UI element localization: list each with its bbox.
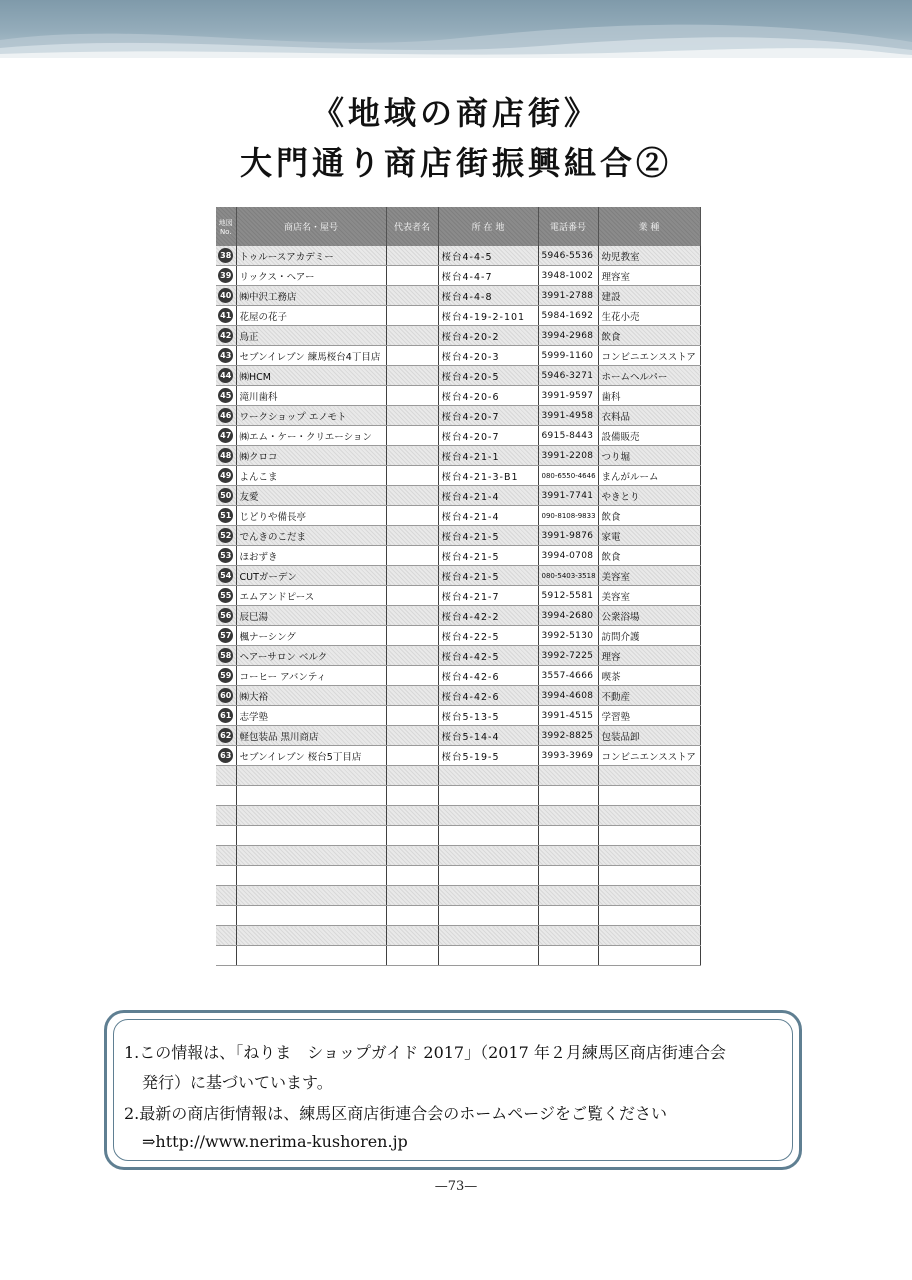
- empty-table-row: [216, 806, 700, 826]
- cell-name: でんきのこだま: [236, 526, 386, 546]
- empty-cell: [538, 946, 598, 966]
- cell-map-no: [216, 486, 236, 506]
- empty-cell: [438, 806, 538, 826]
- cell-map-no: [216, 746, 236, 766]
- cell-biz: やきとり: [598, 486, 700, 506]
- cell-name: 軽包装品 黒川商店: [236, 726, 386, 746]
- table-row: [216, 726, 700, 746]
- cell-rep: [386, 626, 438, 646]
- cell-phone: 3994-4608: [538, 686, 598, 706]
- cell-map-no: [216, 406, 236, 426]
- empty-table-row: [216, 846, 700, 866]
- map-number-badge: 58: [218, 648, 233, 663]
- cell-name: ㈱中沢工務店: [236, 286, 386, 306]
- cell-phone: 3991-7741: [538, 486, 598, 506]
- col-header-shop-name: 商店名・屋号: [236, 207, 386, 246]
- empty-cell: [216, 826, 236, 846]
- cell-name: ㈱大裕: [236, 686, 386, 706]
- cell-phone: 5999-1160: [538, 346, 598, 366]
- cell-addr: 桜台5-14-4: [438, 726, 538, 746]
- empty-table-row: [216, 826, 700, 846]
- cell-phone: 3992-7225: [538, 646, 598, 666]
- cell-map-no: [216, 326, 236, 346]
- cell-name: ㈱クロコ: [236, 446, 386, 466]
- empty-cell: [438, 866, 538, 886]
- cell-addr: 桜台4-19-2-101: [438, 306, 538, 326]
- cell-map-no: [216, 286, 236, 306]
- cell-rep: [386, 486, 438, 506]
- empty-cell: [236, 786, 386, 806]
- cell-biz: 飲食: [598, 326, 700, 346]
- cell-phone: 3991-9876: [538, 526, 598, 546]
- cell-biz: つり堀: [598, 446, 700, 466]
- table-row: [216, 666, 700, 686]
- cell-addr: 桜台4-21-5: [438, 566, 538, 586]
- table-row: [216, 526, 700, 546]
- empty-table-row: [216, 786, 700, 806]
- map-number-badge: 62: [218, 728, 233, 743]
- cell-addr: 桜台4-20-7: [438, 426, 538, 446]
- cell-name: コーヒー アバンティ: [236, 666, 386, 686]
- empty-cell: [438, 846, 538, 866]
- empty-table-row: [216, 886, 700, 906]
- map-number-badge: 59: [218, 668, 233, 683]
- cell-addr: 桜台4-42-5: [438, 646, 538, 666]
- cell-name: ㈱HCM: [236, 366, 386, 386]
- col-header-business-type: 業 種: [598, 207, 700, 246]
- cell-map-no: [216, 366, 236, 386]
- cell-phone: 5946-3271: [538, 366, 598, 386]
- table-row: [216, 646, 700, 666]
- cell-addr: 桜台4-21-4: [438, 506, 538, 526]
- empty-table-row: [216, 926, 700, 946]
- cell-map-no: [216, 546, 236, 566]
- map-number-badge: 49: [218, 468, 233, 483]
- cell-biz: コンビニエンスストア: [598, 346, 700, 366]
- empty-cell: [386, 886, 438, 906]
- map-number-badge: 44: [218, 368, 233, 383]
- note-line-4-url: ⇒http://www.nerima-kushoren.jp: [142, 1132, 408, 1151]
- cell-name: セブンイレブン 練馬桜台4丁目店: [236, 346, 386, 366]
- cell-phone: 6915-8443: [538, 426, 598, 446]
- cell-name: ワークショップ エノモト: [236, 406, 386, 426]
- cell-addr: 桜台4-20-2: [438, 326, 538, 346]
- cell-name: ヘアーサロン ベルク: [236, 646, 386, 666]
- table-row: [216, 326, 700, 346]
- cell-name: エムアンドピース: [236, 586, 386, 606]
- cell-phone: 5912-5581: [538, 586, 598, 606]
- cell-biz: 包装品卸: [598, 726, 700, 746]
- empty-cell: [236, 826, 386, 846]
- cell-rep: [386, 446, 438, 466]
- cell-phone: 3994-0708: [538, 546, 598, 566]
- cell-biz: まんがルーム: [598, 466, 700, 486]
- empty-cell: [538, 906, 598, 926]
- cell-map-no: [216, 626, 236, 646]
- cell-rep: [386, 366, 438, 386]
- cell-biz: 訪問介護: [598, 626, 700, 646]
- map-number-badge: 51: [218, 508, 233, 523]
- empty-cell: [386, 786, 438, 806]
- empty-cell: [216, 866, 236, 886]
- map-number-badge: 50: [218, 488, 233, 503]
- cell-addr: 桜台4-42-2: [438, 606, 538, 626]
- empty-cell: [216, 766, 236, 786]
- table-row: [216, 346, 700, 366]
- cell-map-no: [216, 466, 236, 486]
- cell-name: じどりや備長亭: [236, 506, 386, 526]
- empty-cell: [438, 886, 538, 906]
- empty-cell: [216, 846, 236, 866]
- map-number-badge: 54: [218, 568, 233, 583]
- page-title: 大門通り商店街振興組合②: [239, 144, 672, 182]
- cell-map-no: [216, 566, 236, 586]
- cell-biz: 家電: [598, 526, 700, 546]
- cell-name: 楓ナーシング: [236, 626, 386, 646]
- cell-name: 友愛: [236, 486, 386, 506]
- empty-cell: [538, 806, 598, 826]
- empty-table-row: [216, 766, 700, 786]
- cell-biz: 理容室: [598, 266, 700, 286]
- cell-phone: 3992-5130: [538, 626, 598, 646]
- cell-biz: 歯科: [598, 386, 700, 406]
- note-line-1: 1.この情報は、「ねりま ショップガイド 2017」（2017 年２月練馬区商店街連合会: [124, 1043, 726, 1062]
- cell-phone: 3991-9597: [538, 386, 598, 406]
- empty-cell: [598, 846, 700, 866]
- map-number-badge: 56: [218, 608, 233, 623]
- table-row: [216, 366, 700, 386]
- shop-table-scan: [216, 207, 700, 989]
- cell-map-no: [216, 706, 236, 726]
- cell-biz: 衣料品: [598, 406, 700, 426]
- map-number-badge: 40: [218, 288, 233, 303]
- cell-biz: 不動産: [598, 686, 700, 706]
- table-row: [216, 386, 700, 406]
- table-row: [216, 586, 700, 606]
- cell-phone: 3991-2788: [538, 286, 598, 306]
- empty-table-row: [216, 906, 700, 926]
- cell-rep: [386, 706, 438, 726]
- col-header-map-no: 地図No.: [216, 207, 236, 246]
- cell-rep: [386, 726, 438, 746]
- cell-biz: 飲食: [598, 546, 700, 566]
- cell-rep: [386, 566, 438, 586]
- empty-cell: [216, 786, 236, 806]
- note-line-2: 発行）に基づいています。: [142, 1073, 333, 1092]
- empty-cell: [386, 866, 438, 886]
- cell-addr: 桜台4-21-1: [438, 446, 538, 466]
- cell-addr: 桜台5-19-5: [438, 746, 538, 766]
- cell-name: リックス・ヘアー: [236, 266, 386, 286]
- cell-rep: [386, 686, 438, 706]
- cell-phone: 080-6550-4646: [538, 466, 598, 486]
- table-row: [216, 246, 700, 266]
- cell-rep: [386, 666, 438, 686]
- cell-phone: 3994-2968: [538, 326, 598, 346]
- empty-cell: [236, 946, 386, 966]
- cell-rep: [386, 586, 438, 606]
- cell-map-no: [216, 606, 236, 626]
- empty-cell: [438, 786, 538, 806]
- empty-cell: [386, 806, 438, 826]
- col-header-address: 所 在 地: [438, 207, 538, 246]
- cell-addr: 桜台4-21-5: [438, 526, 538, 546]
- cell-rep: [386, 466, 438, 486]
- empty-cell: [438, 826, 538, 846]
- cell-rep: [386, 526, 438, 546]
- cell-map-no: [216, 346, 236, 366]
- cell-map-no: [216, 586, 236, 606]
- cell-biz: 学習塾: [598, 706, 700, 726]
- cell-addr: 桜台4-21-5: [438, 546, 538, 566]
- cell-addr: 桜台4-21-3-B1: [438, 466, 538, 486]
- table-row: [216, 486, 700, 506]
- cell-biz: 美容室: [598, 566, 700, 586]
- empty-cell: [236, 926, 386, 946]
- cell-addr: 桜台4-20-5: [438, 366, 538, 386]
- empty-cell: [538, 886, 598, 906]
- empty-cell: [386, 826, 438, 846]
- table-row: [216, 426, 700, 446]
- empty-cell: [386, 926, 438, 946]
- cell-phone: 080-5403-3518: [538, 566, 598, 586]
- cell-phone: 3994-2680: [538, 606, 598, 626]
- cell-biz: 理容: [598, 646, 700, 666]
- table-row: [216, 566, 700, 586]
- empty-cell: [386, 766, 438, 786]
- map-number-badge: 38: [218, 248, 233, 263]
- cell-phone: 3992-8825: [538, 726, 598, 746]
- empty-cell: [598, 766, 700, 786]
- table-row: [216, 266, 700, 286]
- table-row: [216, 626, 700, 646]
- cell-phone: 3557-4666: [538, 666, 598, 686]
- map-number-badge: 52: [218, 528, 233, 543]
- cell-map-no: [216, 726, 236, 746]
- empty-cell: [538, 786, 598, 806]
- cell-rep: [386, 246, 438, 266]
- empty-cell: [438, 906, 538, 926]
- empty-cell: [538, 866, 598, 886]
- cell-map-no: [216, 426, 236, 446]
- cell-biz: 飲食: [598, 506, 700, 526]
- map-number-badge: 57: [218, 628, 233, 643]
- map-number-badge: 45: [218, 388, 233, 403]
- map-number-badge: 61: [218, 708, 233, 723]
- cell-name: ㈱エム・ケー・クリエーション: [236, 426, 386, 446]
- empty-cell: [236, 846, 386, 866]
- empty-cell: [236, 866, 386, 886]
- cell-phone: 3993-3969: [538, 746, 598, 766]
- cell-name: 滝川歯科: [236, 386, 386, 406]
- cell-addr: 桜台5-13-5: [438, 706, 538, 726]
- cell-rep: [386, 746, 438, 766]
- empty-table-row: [216, 866, 700, 886]
- cell-addr: 桜台4-21-7: [438, 586, 538, 606]
- cell-name: トゥルースアカデミー: [236, 246, 386, 266]
- cell-map-no: [216, 386, 236, 406]
- empty-cell: [598, 866, 700, 886]
- cell-addr: 桜台4-20-6: [438, 386, 538, 406]
- cell-map-no: [216, 266, 236, 286]
- cell-phone: 5984-1692: [538, 306, 598, 326]
- empty-cell: [438, 946, 538, 966]
- empty-cell: [216, 906, 236, 926]
- note-line-3: 2.最新の商店街情報は、練馬区商店街連合会のホームページをご覧ください: [124, 1104, 667, 1123]
- cell-addr: 桜台4-4-5: [438, 246, 538, 266]
- empty-cell: [386, 946, 438, 966]
- cell-rep: [386, 606, 438, 626]
- cell-name: 花屋の花子: [236, 306, 386, 326]
- cell-rep: [386, 326, 438, 346]
- page-number: —73—: [434, 1179, 478, 1194]
- cell-phone: 3991-4958: [538, 406, 598, 426]
- map-number-badge: 53: [218, 548, 233, 563]
- table-row: [216, 406, 700, 426]
- cell-biz: コンビニエンスストア: [598, 746, 700, 766]
- empty-cell: [216, 886, 236, 906]
- cell-addr: 桜台4-20-3: [438, 346, 538, 366]
- empty-cell: [236, 766, 386, 786]
- cell-name: よんこま: [236, 466, 386, 486]
- empty-cell: [236, 806, 386, 826]
- col-header-representative: 代表者名: [386, 207, 438, 246]
- cell-name: CUTガーデン: [236, 566, 386, 586]
- map-number-badge: 42: [218, 328, 233, 343]
- cell-biz: 生花小売: [598, 306, 700, 326]
- cell-rep: [386, 306, 438, 326]
- cell-rep: [386, 506, 438, 526]
- cell-rep: [386, 546, 438, 566]
- table-header-row: [216, 207, 700, 246]
- cell-map-no: [216, 306, 236, 326]
- map-number-badge: 55: [218, 588, 233, 603]
- shop-table: [216, 207, 701, 966]
- empty-cell: [236, 906, 386, 926]
- table-row: [216, 746, 700, 766]
- table-row: [216, 606, 700, 626]
- table-row: [216, 686, 700, 706]
- empty-cell: [386, 906, 438, 926]
- map-number-badge: 43: [218, 348, 233, 363]
- empty-cell: [598, 886, 700, 906]
- map-number-badge: 48: [218, 448, 233, 463]
- empty-cell: [386, 846, 438, 866]
- map-number-badge: 46: [218, 408, 233, 423]
- cell-biz: 美容室: [598, 586, 700, 606]
- cell-addr: 桜台4-20-7: [438, 406, 538, 426]
- cell-rep: [386, 346, 438, 366]
- cell-biz: 喫茶: [598, 666, 700, 686]
- wave-decoration: [0, 0, 912, 58]
- cell-rep: [386, 286, 438, 306]
- cell-biz: 建設: [598, 286, 700, 306]
- cell-rep: [386, 386, 438, 406]
- empty-cell: [438, 766, 538, 786]
- header-wave-band: [0, 0, 912, 58]
- cell-name: 鳥正: [236, 326, 386, 346]
- cell-phone: 3991-2208: [538, 446, 598, 466]
- cell-addr: 桜台4-42-6: [438, 686, 538, 706]
- cell-map-no: [216, 686, 236, 706]
- cell-addr: 桜台4-4-7: [438, 266, 538, 286]
- empty-cell: [216, 926, 236, 946]
- cell-name: 志学塾: [236, 706, 386, 726]
- col-header-phone: 電話番号: [538, 207, 598, 246]
- empty-cell: [598, 906, 700, 926]
- empty-cell: [598, 926, 700, 946]
- empty-cell: [598, 826, 700, 846]
- map-number-badge: 60: [218, 688, 233, 703]
- empty-cell: [538, 846, 598, 866]
- table-row: [216, 706, 700, 726]
- cell-name: 辰巳湯: [236, 606, 386, 626]
- cell-phone: 3991-4515: [538, 706, 598, 726]
- empty-table-row: [216, 946, 700, 966]
- table-row: [216, 306, 700, 326]
- cell-rep: [386, 406, 438, 426]
- cell-phone: 5946-5536: [538, 246, 598, 266]
- empty-cell: [598, 786, 700, 806]
- map-number-badge: 47: [218, 428, 233, 443]
- cell-biz: 幼児教室: [598, 246, 700, 266]
- cell-map-no: [216, 446, 236, 466]
- empty-cell: [598, 806, 700, 826]
- cell-map-no: [216, 666, 236, 686]
- cell-name: ほおずき: [236, 546, 386, 566]
- cell-map-no: [216, 646, 236, 666]
- empty-cell: [216, 806, 236, 826]
- cell-map-no: [216, 526, 236, 546]
- cell-biz: ホームヘルパー: [598, 366, 700, 386]
- cell-phone: 3948-1002: [538, 266, 598, 286]
- empty-cell: [538, 926, 598, 946]
- empty-cell: [438, 926, 538, 946]
- table-row: [216, 446, 700, 466]
- table-row: [216, 506, 700, 526]
- cell-rep: [386, 266, 438, 286]
- cell-addr: 桜台4-22-5: [438, 626, 538, 646]
- empty-cell: [538, 766, 598, 786]
- cell-map-no: [216, 506, 236, 526]
- cell-name: セブンイレブン 桜台5丁目店: [236, 746, 386, 766]
- table-row: [216, 286, 700, 306]
- cell-phone: 090-8108-9833: [538, 506, 598, 526]
- empty-cell: [236, 886, 386, 906]
- empty-cell: [598, 946, 700, 966]
- cell-addr: 桜台4-4-8: [438, 286, 538, 306]
- map-number-badge: 39: [218, 268, 233, 283]
- cell-rep: [386, 646, 438, 666]
- cell-biz: 公衆浴場: [598, 606, 700, 626]
- table-row: [216, 546, 700, 566]
- empty-cell: [538, 826, 598, 846]
- map-number-badge: 41: [218, 308, 233, 323]
- page-title-category: 《地域の商店街》: [311, 94, 600, 132]
- map-number-badge: 63: [218, 748, 233, 763]
- cell-map-no: [216, 246, 236, 266]
- cell-rep: [386, 426, 438, 446]
- empty-cell: [216, 946, 236, 966]
- cell-addr: 桜台4-42-6: [438, 666, 538, 686]
- cell-biz: 設備販売: [598, 426, 700, 446]
- table-row: [216, 466, 700, 486]
- cell-addr: 桜台4-21-4: [438, 486, 538, 506]
